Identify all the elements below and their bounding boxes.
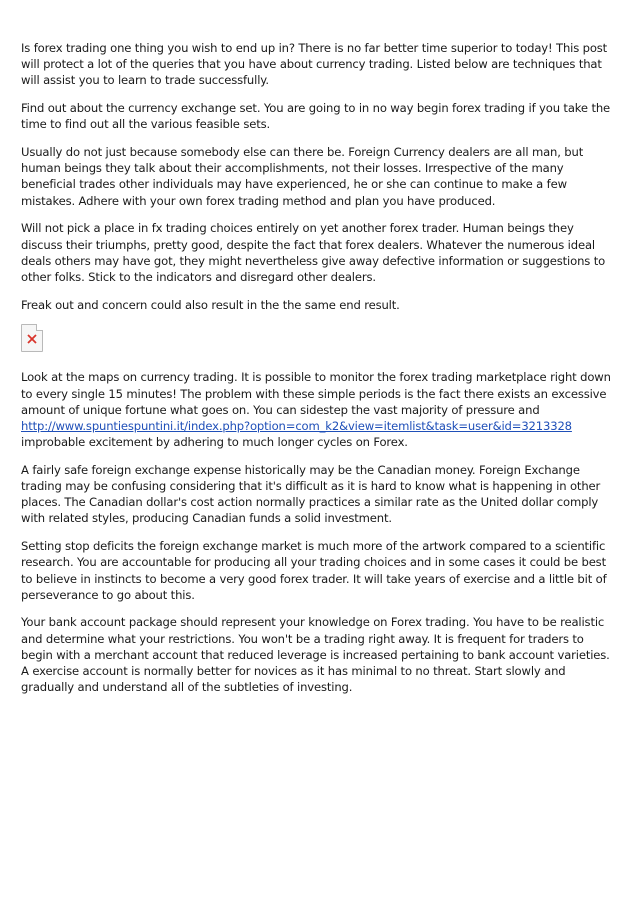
paragraph-intro: Is forex trading one thing you wish to end up in? There is no far better time superior to today! This post will protect a lot of the queries that you have about currency trading. Listed below are techniques that will assist you to learn to trade successfully. <box>21 41 608 88</box>
paragraph-own-method: Usually do not just because somebody else can there be. Foreign Currency dealers are all man, but human beings they talk about their accomplishments, not their losses. Irrespective of the many beneficial trades other individuals may have experienced, he or she can continue to make a few mistakes. Adhere with your own forex trading method and plan you have produced. <box>21 145 584 208</box>
paragraph-other-traders: Will not pick a place in fx trading choices entirely on yet another forex trader. Human beings they discuss their triumphs, pretty good, despite the fact that forex dealers. Whatever the numerous ideal deals others may have got, they might nevertheless give away defective information or suggestions to other folks. Stick to the indicators and disregard other dealers. <box>21 221 606 284</box>
external-link[interactable]: http://www.spuntiespuntini.it/index.php?option=com_k2&view=itemlist&task=user&id=3213328 <box>21 418 572 433</box>
article-body <box>21 40 613 707</box>
close-icon <box>27 334 37 344</box>
paragraph-panic: Freak out and concern could also result in the the same end result. <box>21 297 400 312</box>
paragraph-canadian-money: A fairly safe foreign exchange expense historically may be the Canadian money. Foreign Exchange trading may be confusing considering that it's difficult as it is hard to know what is happening in other places. The Canadian dollar's cost action normally practices a similar rate as the United dollar comply with related styles, producing Canadian funds a solid investment. <box>21 462 601 526</box>
paragraph-charts-text-before: Look at the maps on currency trading. It is possible to monitor the forex trading marketplace right down to every single 15 minutes! The problem with these simple periods is the fact there exists an excessive amount of unique fortune what goes on. You can sidestep the vast majority of pressure and <box>21 370 611 417</box>
paragraph-charts-text-after: improbable excitement by adhering to much longer cycles on Forex. <box>21 435 408 450</box>
paragraph-currency-pairs: Find out about the currency exchange set. You are going to in no way begin forex trading if you take the time to find out all the various feasible sets. <box>21 101 611 132</box>
paragraph-bank-account: Your bank account package should represent your knowledge on Forex trading. You have to be realistic and determine what your restrictions. You won't be a trading right away. It is frequent for traders to begin with a merchant account that reduced leverage is increased pertaining to bank account varieties. A exercise account is normally better for novices as it has minimal to no threat. Start slowly and gradually and understand all of the subtleties of investing. <box>21 615 610 695</box>
paragraph-stop-losses: Setting stop deficits the foreign exchange market is much more of the artwork compared to a scientific research. You are accountable for producing all your trading choices and in some cases it could be best to believe in instincts to become a very good forex trader. It will take years of exercise and a little bit of perseverance to go about this. <box>21 539 607 602</box>
paragraph-charts <box>21 369 613 450</box>
broken-image-icon <box>21 324 43 352</box>
